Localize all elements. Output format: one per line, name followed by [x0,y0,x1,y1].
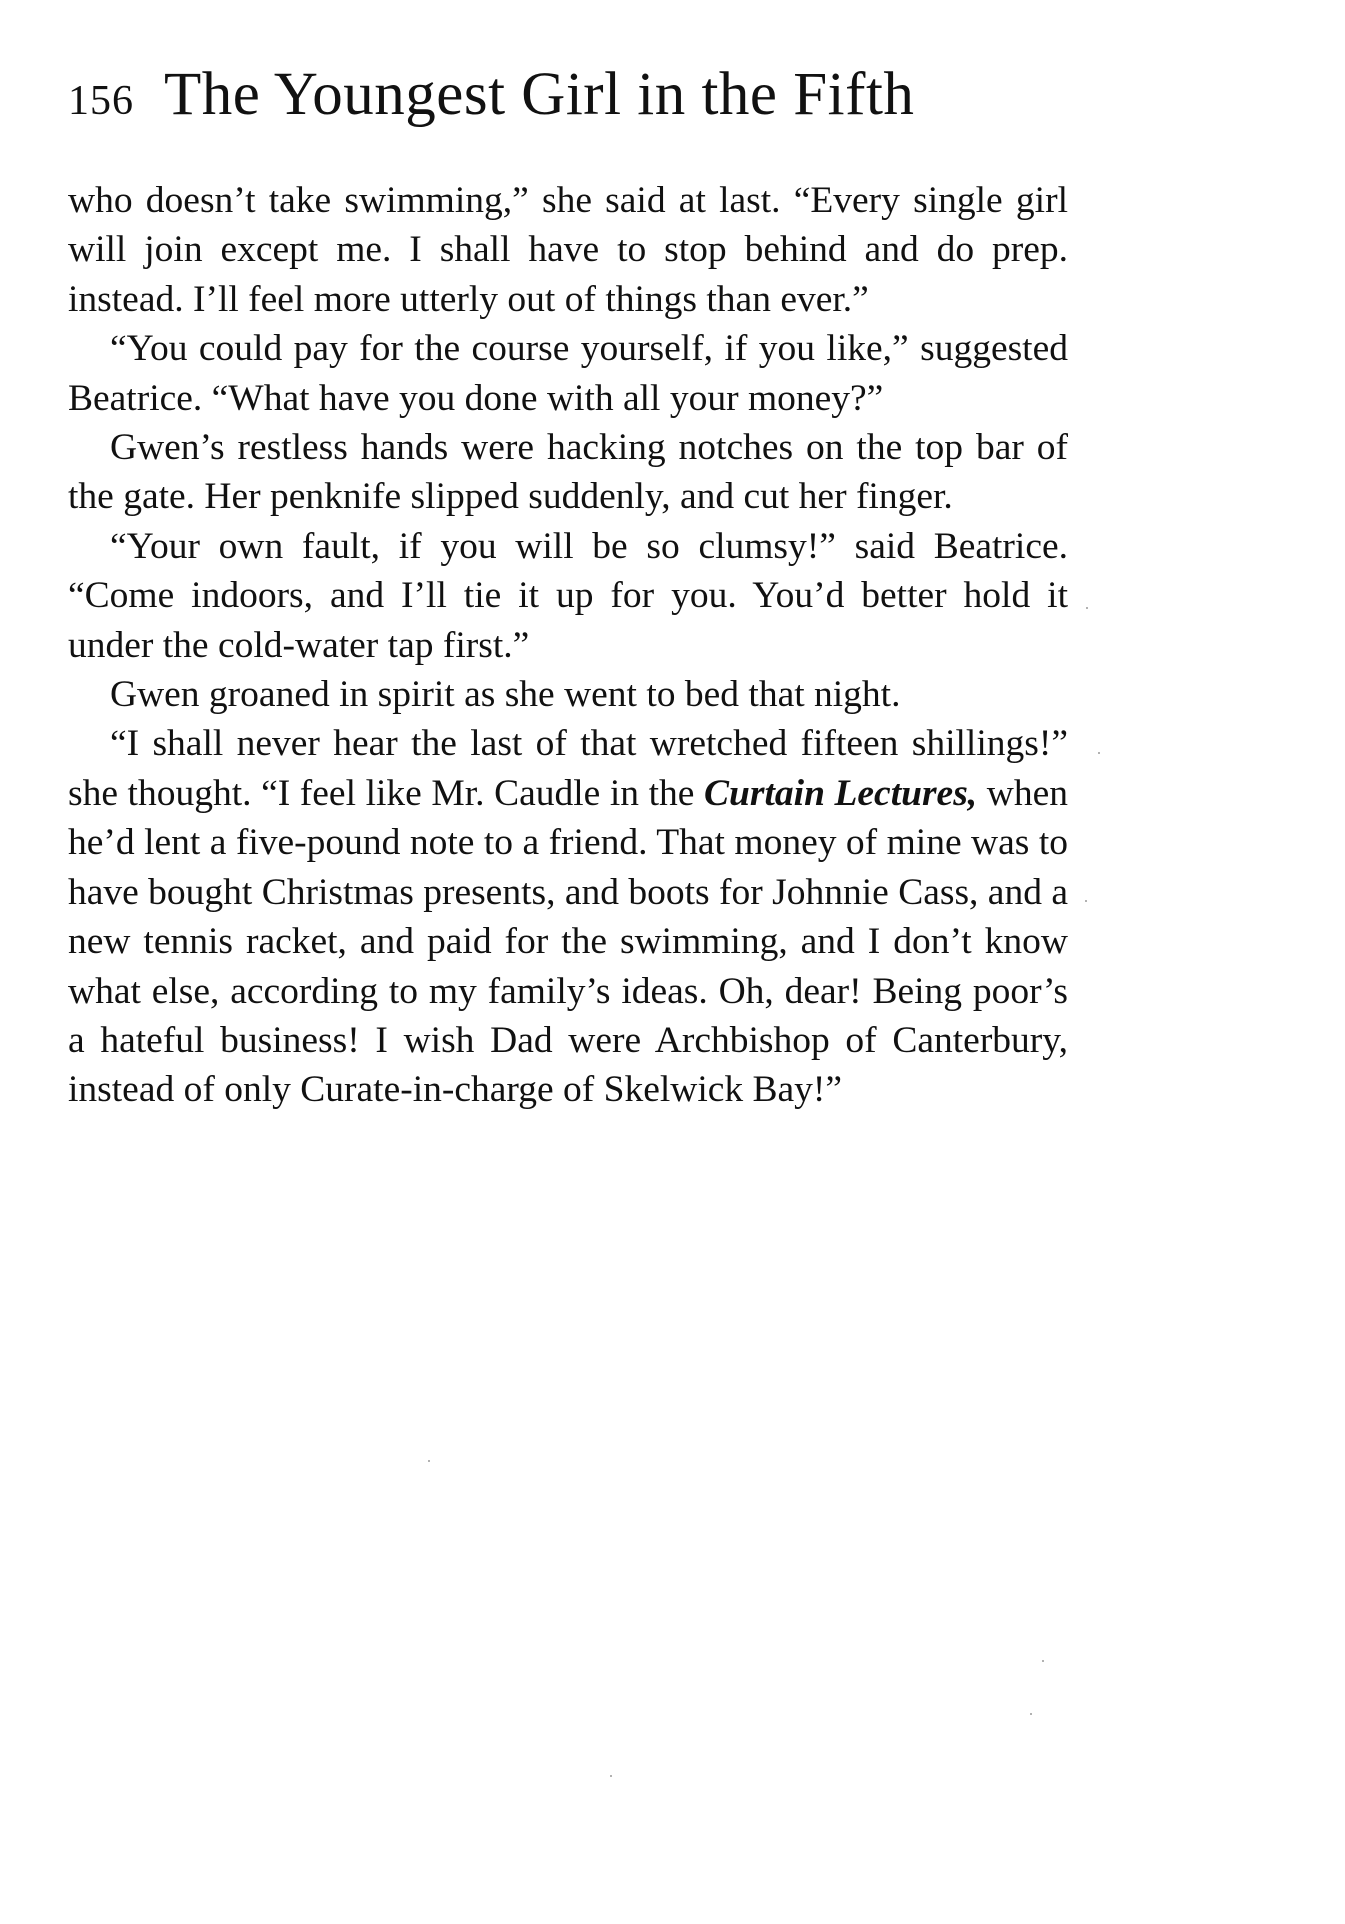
book-title-italic: Curtain Lectures, [704,772,978,814]
scan-speck [610,1775,612,1777]
page-header [68,60,1068,140]
paragraph: Gwen groaned in spirit as she went to bed that night. [110,674,901,716]
paragraph: “Your own fault, if you will be so clumsy!” said Beatrice. “Come indoors, and I’ll tie it up for you. You’d better hold it under the cold-water tap first.” [68,525,1068,666]
paragraph-text: “I shall never hear the last of that wretched fifteen shillings!” she thought. “I feel like Mr. Caudle in the [68,723,1068,814]
scan-speck [428,1460,430,1462]
scan-speck [1086,607,1088,609]
paragraph: “You could pay for the course yourself, if you like,” suggested Beatrice. “What have you done with all your money?” [68,328,1068,419]
scan-speck [1085,900,1087,902]
paragraph-text: when he’d lent a five-pound note to a friend. That money of mine was to have bought Christmas presents, and boots for Johnnie Cass, and a new tennis racket, and paid for the swimming, and I don’t know what else, according to my family’s ideas. Oh, dear! Being poor’s a hateful business! I wish Dad were Archbishop of Canterbury, instead of only Curate-in-charge of Skelwick Bay!” [68,772,1068,1111]
scan-speck [1098,752,1100,754]
running-title: The Youngest Girl in the Fifth [164,61,915,128]
paragraph [68,719,1068,1114]
paragraph: Gwen’s restless hands were hacking notches on the top bar of the gate. Her penknife slipped suddenly, and cut her finger. [68,427,1068,518]
scan-speck [1042,1660,1044,1662]
page-number: 156 [68,78,134,124]
body-text [68,176,1068,1115]
paragraph: who doesn’t take swimming,” she said at last. “Every single girl will join except me. I shall have to stop behind and do prep. instead. I’ll feel more utterly out of things than ever.” [68,180,1068,320]
scan-speck [1030,1713,1032,1715]
